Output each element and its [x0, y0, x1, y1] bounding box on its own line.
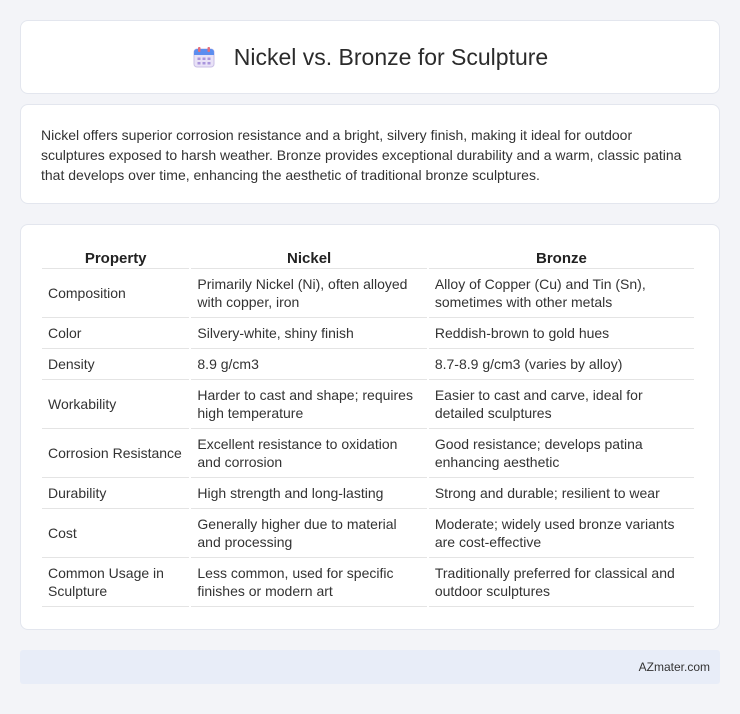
- comparison-table: [40, 245, 696, 607]
- nickel-cell: High strength and long-lasting: [191, 478, 426, 509]
- summary-text: Nickel offers superior corrosion resistance and a bright, silvery finish, making it ideal for outdoor sculptures exposed to harsh weather. Bronze provides exceptional durability and a warm, classic patina that develops over time, enhancing the aesthetic of traditional bronze sculptures.: [41, 127, 682, 183]
- bronze-cell: 8.7-8.9 g/cm3 (varies by alloy): [429, 349, 694, 380]
- footer: [20, 650, 720, 684]
- nickel-cell: Harder to cast and shape; requires high temperature: [191, 380, 426, 429]
- table-row: [42, 269, 694, 318]
- table-row: [42, 380, 694, 429]
- table-header-row: [42, 245, 694, 269]
- property-cell: Density: [42, 349, 189, 380]
- table-row: [42, 318, 694, 349]
- nickel-cell: Less common, used for specific finishes or modern art: [191, 558, 426, 607]
- property-cell: Workability: [42, 380, 189, 429]
- header-nickel: Nickel: [191, 245, 426, 269]
- calendar-icon: [192, 45, 216, 69]
- bronze-cell: Reddish-brown to gold hues: [429, 318, 694, 349]
- table-row: [42, 349, 694, 380]
- bronze-cell: Traditionally preferred for classical and outdoor sculptures: [429, 558, 694, 607]
- bronze-cell: Easier to cast and carve, ideal for detailed sculptures: [429, 380, 694, 429]
- table-row: [42, 558, 694, 607]
- bronze-cell: Good resistance; develops patina enhancing aesthetic: [429, 429, 694, 478]
- header-property: Property: [42, 245, 189, 269]
- property-cell: Color: [42, 318, 189, 349]
- nickel-cell: Generally higher due to material and processing: [191, 509, 426, 558]
- header-bronze: Bronze: [429, 245, 694, 269]
- title-card: [20, 20, 720, 94]
- property-cell: Corrosion Resistance: [42, 429, 189, 478]
- table-row: [42, 478, 694, 509]
- nickel-cell: Primarily Nickel (Ni), often alloyed with copper, iron: [191, 269, 426, 318]
- footer-brand: AZmater.com: [638, 660, 710, 674]
- property-cell: Common Usage in Sculpture: [42, 558, 189, 607]
- comparison-card: [20, 224, 720, 630]
- bronze-cell: Moderate; widely used bronze variants are cost-effective: [429, 509, 694, 558]
- summary-card: [20, 104, 720, 204]
- property-cell: Composition: [42, 269, 189, 318]
- nickel-cell: 8.9 g/cm3: [191, 349, 426, 380]
- bronze-cell: Strong and durable; resilient to wear: [429, 478, 694, 509]
- nickel-cell: Silvery-white, shiny finish: [191, 318, 426, 349]
- nickel-cell: Excellent resistance to oxidation and corrosion: [191, 429, 426, 478]
- page-title: Nickel vs. Bronze for Sculpture: [233, 43, 549, 70]
- bronze-cell: Alloy of Copper (Cu) and Tin (Sn), sometimes with other metals: [429, 269, 694, 318]
- table-row: [42, 429, 694, 478]
- table-row: [42, 509, 694, 558]
- property-cell: Durability: [42, 478, 189, 509]
- property-cell: Cost: [42, 509, 189, 558]
